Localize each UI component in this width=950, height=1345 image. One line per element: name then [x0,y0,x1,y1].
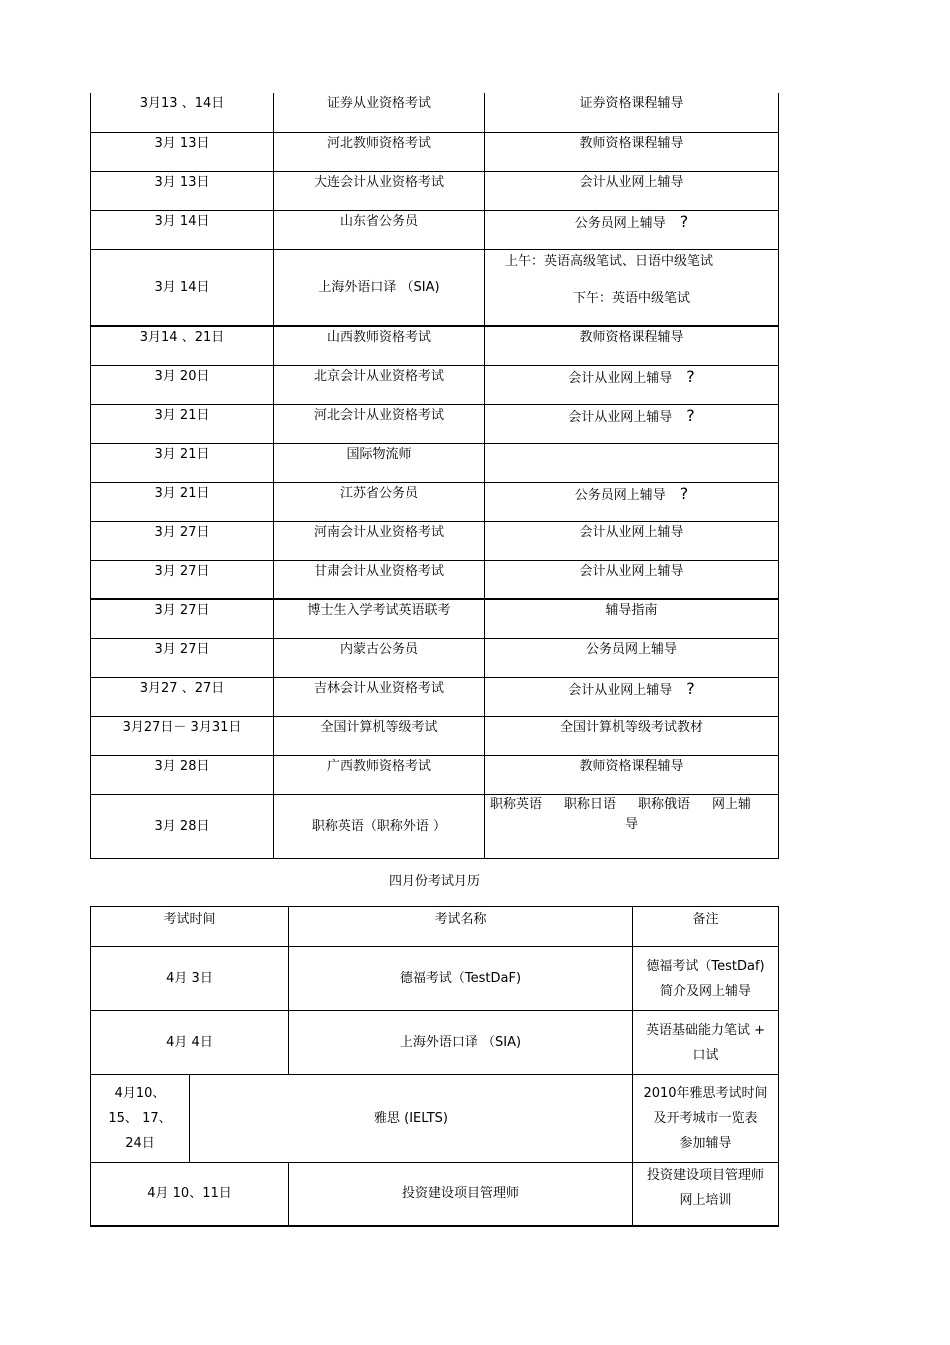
exam-date [91,93,274,132]
march-exam-table [90,93,779,859]
header-note: 备注 [633,907,779,947]
note-line: 下午：英语中级笔试 [572,290,690,306]
exam-note [633,1011,779,1075]
note-text: 会计从业网上辅导 [579,174,684,190]
table-row [91,947,779,1011]
april-exam-table [90,906,779,1227]
note-text: 会计从业网上辅导 [579,563,684,579]
table-row [91,326,779,365]
exam-time [91,1075,190,1163]
note-text: 会计从业网上辅导 [568,409,673,425]
exam-name [274,326,485,365]
header-name: 考试名称 [289,907,633,947]
exam-text: 证券从业资格考试 [326,96,431,111]
exam-date [91,794,274,858]
note-text: 会计从业网上辅导 [568,682,673,698]
date-text: 3月 14日 [154,213,210,229]
exam-name [274,677,485,716]
note-word: 职称日语 [563,796,616,812]
exam-name [274,443,485,482]
table-row [91,210,779,249]
question-mark-icon: ? [686,678,695,698]
exam-date [91,404,274,443]
table-row [91,404,779,443]
table-row [91,249,779,326]
date-text: 3月 21日 [154,407,210,423]
table-row [91,638,779,677]
date-text: 3月 14日 [154,279,210,295]
note-text: 教师资格课程辅导 [579,758,684,774]
exam-name [274,482,485,521]
note-line: 参加辅导 [679,1136,732,1151]
date-text: 3月 21日 [154,485,210,501]
exam-name: 投资建设项目管理师 [289,1163,633,1226]
table-row [91,716,779,755]
exam-text: 内蒙古公务员 [339,641,418,657]
note-line: 上午：英语高级笔试、日语中级笔试 [505,253,714,269]
exam-date [91,132,274,171]
exam-name [274,132,485,171]
table-row [91,599,779,638]
table-row [91,677,779,716]
note-text: 公务员网上辅导 [574,487,666,503]
note-text: 教师资格课程辅导 [579,330,684,345]
date-text: 3月13 、14日 [139,96,225,111]
exam-text: 山西教师资格考试 [326,330,431,345]
exam-text: 大连会计从业资格考试 [313,174,444,190]
table-row [91,1011,779,1075]
exam-name [274,638,485,677]
table-row [91,1163,779,1226]
exam-time: 4月 3日 [91,947,289,1011]
note-text: 辅导指南 [605,603,658,618]
exam-date [91,638,274,677]
exam-text: 北京会计从业资格考试 [313,368,444,384]
exam-note [485,716,779,755]
exam-name [274,210,485,249]
exam-date [91,210,274,249]
exam-text: 江苏省公务员 [339,485,418,501]
exam-note [485,599,779,638]
date-text: 3月 27日 [154,563,210,579]
exam-note [485,210,779,249]
exam-text: 山东省公务员 [339,213,418,229]
exam-note [485,755,779,794]
note-word: 网上辅 [712,796,752,812]
table-row [91,132,779,171]
exam-note [485,482,779,521]
question-mark-icon: ? [686,405,695,425]
date-text: 3月 21日 [154,446,210,462]
exam-note [485,443,779,482]
table-row [91,482,779,521]
exam-text: 甘肃会计从业资格考试 [313,563,444,579]
note-text: 会计从业网上辅导 [579,524,684,540]
exam-date [91,716,274,755]
note-line: 投资建设项目管理师 [646,1168,764,1183]
table-row [91,1075,779,1163]
table-row [91,93,779,132]
table-row [91,794,779,858]
exam-note [485,132,779,171]
exam-date [91,249,274,326]
exam-note [633,947,779,1011]
exam-name: 德福考试（TestDaF) [289,947,633,1011]
note-text: 公务员网上辅导 [585,641,677,657]
exam-text: 上海外语口译 （SIA) [318,279,440,295]
note-line: 口试 [692,1047,719,1063]
question-mark-icon: ? [679,483,689,503]
note-text: 公务员网上辅导 [574,215,666,231]
time-line: 15、 17、 [108,1111,172,1126]
april-calendar-caption: 四月份考试月历 [388,874,480,889]
exam-date [91,365,274,404]
note-line: 英语基础能力笔试 + [645,1022,766,1038]
note-text: 会计从业网上辅导 [568,370,673,386]
exam-note [485,521,779,560]
exam-name: 雅思 (IELTS) [190,1075,633,1163]
exam-text: 职称英语（职称外语 ） [311,818,447,834]
exam-name: 上海外语口译 （SIA) [289,1011,633,1075]
exam-date [91,677,274,716]
note-line: 导 [624,816,638,832]
exam-note [485,93,779,132]
question-mark-icon: ? [679,211,689,231]
table-row [91,521,779,560]
exam-note [485,677,779,716]
exam-text: 全国计算机等级考试 [320,719,438,735]
date-text: 3月 13日 [154,135,210,151]
note-line: 及开考城市一览表 [653,1111,758,1126]
exam-date [91,599,274,638]
date-text: 3月 27日 [154,603,210,618]
time-line: 24日 [125,1136,155,1151]
question-mark-icon: ? [686,366,695,386]
note-word: 职称俄语 [638,796,691,812]
date-text: 3月14 、21日 [139,330,225,345]
exam-date [91,171,274,210]
table-row [91,755,779,794]
exam-name [274,93,485,132]
date-text: 3月 27日 [154,524,210,540]
exam-note [485,560,779,599]
date-text: 3月 28日 [154,758,210,774]
note-text: 教师资格课程辅导 [579,135,684,151]
exam-note [485,365,779,404]
exam-note [633,1075,779,1163]
exam-name [274,560,485,599]
table-header-row [91,907,779,947]
exam-note [485,794,779,858]
exam-name [274,365,485,404]
table-row [91,365,779,404]
date-text: 3月 27日 [154,641,210,657]
exam-name [274,794,485,858]
note-word: 职称英语 [489,796,542,812]
exam-name [274,404,485,443]
exam-date [91,443,274,482]
exam-name [274,171,485,210]
table-row [91,171,779,210]
note-line: 德福考试（TestDaf) [646,958,765,974]
exam-name [274,249,485,326]
table-row [91,443,779,482]
date-text: 3月27 、27日 [139,680,225,696]
exam-name [274,716,485,755]
note-text: 全国计算机等级考试教材 [559,719,703,735]
exam-date [91,755,274,794]
note-line: 简介及网上辅导 [659,983,751,999]
time-line: 4月10、 [114,1086,166,1101]
date-text: 3月 20日 [154,368,210,384]
exam-text: 广西教师资格考试 [326,758,431,774]
exam-name [274,599,485,638]
exam-date [91,326,274,365]
note-text: 证券资格课程辅导 [579,96,684,111]
exam-note [485,249,779,326]
table-row [91,560,779,599]
exam-text: 吉林会计从业资格考试 [313,680,444,696]
exam-text: 河北教师资格考试 [326,135,431,151]
header-time: 考试时间 [91,907,289,947]
exam-name [274,521,485,560]
exam-note [485,171,779,210]
exam-time: 4月 10、11日 [91,1163,289,1226]
exam-text: 河北会计从业资格考试 [313,407,444,423]
exam-date [91,560,274,599]
exam-text: 博士生入学考试英语联考 [307,603,451,618]
exam-text: 国际物流师 [346,446,412,462]
exam-note [633,1163,779,1226]
exam-date [91,521,274,560]
exam-note [485,404,779,443]
exam-text: 河南会计从业资格考试 [313,524,444,540]
exam-note [485,326,779,365]
exam-name [274,755,485,794]
exam-time: 4月 4日 [91,1011,289,1075]
date-text: 3月 28日 [154,818,210,834]
exam-note [485,638,779,677]
date-text: 3月27日－ 3月31日 [122,719,242,735]
exam-date [91,482,274,521]
note-line: 2010年雅思考试时间 [643,1086,768,1101]
note-line: 网上培训 [679,1193,732,1208]
date-text: 3月 13日 [154,174,210,190]
